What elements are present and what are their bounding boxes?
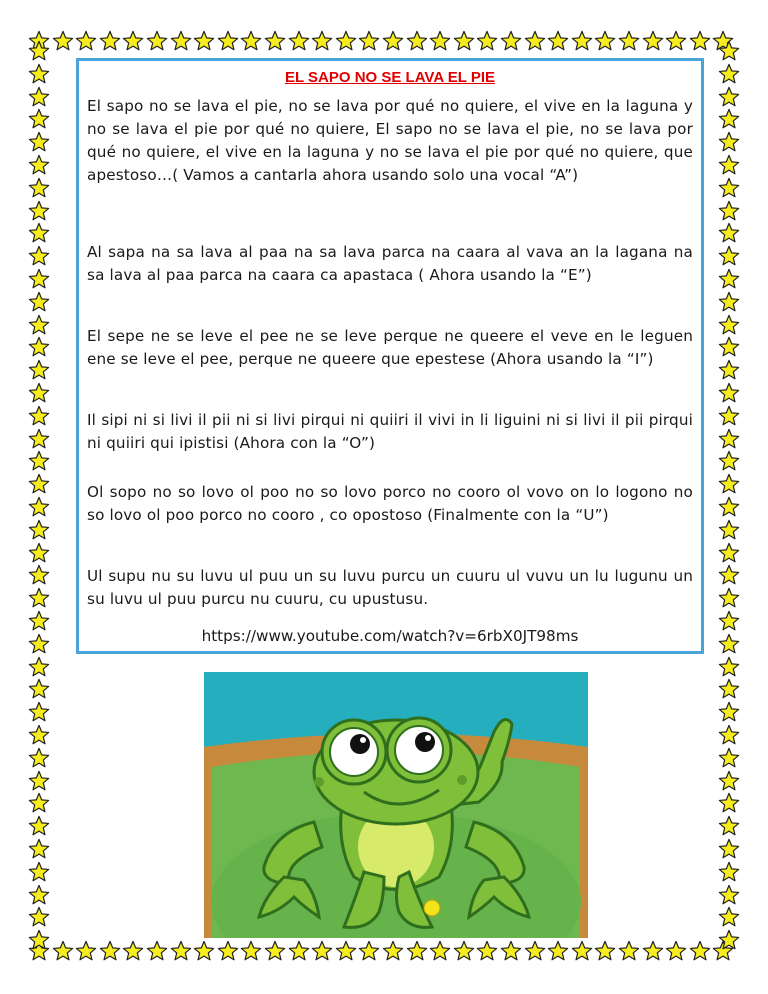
star-icon <box>718 587 740 609</box>
star-icon <box>718 861 740 883</box>
star-icon <box>28 382 50 404</box>
star-icon <box>500 30 522 52</box>
star-icon <box>382 940 404 962</box>
star-icon <box>453 30 475 52</box>
star-icon <box>718 542 740 564</box>
star-icon <box>217 30 239 52</box>
star-icon <box>28 473 50 495</box>
star-icon <box>547 30 569 52</box>
star-icon <box>547 940 569 962</box>
star-icon <box>718 656 740 678</box>
star-icon <box>500 940 522 962</box>
star-icon <box>28 770 50 792</box>
paragraph-vowel-i: Il sipi ni si livi il pii ni si livi pirqui ni quiiri il vivi in li liguini ni si livi il pii pirqui ni quiiri qui ipistisi (Ahora con la “O”) <box>87 411 693 452</box>
star-icon <box>28 724 50 746</box>
star-icon <box>718 884 740 906</box>
star-icon <box>718 86 740 108</box>
star-icon <box>718 838 740 860</box>
star-icon <box>718 701 740 723</box>
star-icon <box>28 519 50 541</box>
paragraph-vowel-a: Al sapa na sa lava al paa na sa lava parca na caara al vava an la lagana na sa lava al paa parca na caara ca apastaca ( Ahora usando la “E”) <box>87 243 693 284</box>
star-icon <box>28 884 50 906</box>
star-icon <box>571 30 593 52</box>
star-icon <box>122 30 144 52</box>
frog-illustration <box>204 672 588 938</box>
star-icon <box>718 200 740 222</box>
star-icon <box>718 314 740 336</box>
paragraph-vowel-e: El sepe ne se leve el pee ne se leve perque ne queere el veve en le leguen ene se leve el pee, perque ne queere que epestese (Ahora usando la “I”) <box>87 327 693 368</box>
paragraph-original: El sapo no se lava el pie, no se lava por qué no quiere, el vive en la laguna y no se lava el pie por qué no quiere, El sapo no se lava el pie, no se lava por qué no quiere, el vive en la laguna y no se lava el pie por qué no quiere, que apestoso…( Vamos a cantarla ahora usando solo una vocal “A”) <box>87 97 693 184</box>
star-icon <box>264 30 286 52</box>
star-icon <box>406 30 428 52</box>
star-icon <box>718 291 740 313</box>
video-link[interactable]: https://www.youtube.com/watch?v=6rbX0JT98ms <box>201 627 579 645</box>
star-icon <box>718 245 740 267</box>
star-border-right <box>718 40 742 960</box>
star-icon <box>665 30 687 52</box>
star-icon <box>718 428 740 450</box>
star-icon <box>170 30 192 52</box>
star-icon <box>594 940 616 962</box>
star-icon <box>718 382 740 404</box>
star-icon <box>28 838 50 860</box>
star-icon <box>718 40 740 62</box>
star-icon <box>28 222 50 244</box>
star-icon <box>571 940 593 962</box>
star-icon <box>240 940 262 962</box>
star-icon <box>718 929 740 951</box>
star-icon <box>28 359 50 381</box>
star-icon <box>718 405 740 427</box>
star-icon <box>718 222 740 244</box>
star-icon <box>28 542 50 564</box>
star-icon <box>718 792 740 814</box>
star-icon <box>718 177 740 199</box>
star-icon <box>665 940 687 962</box>
star-icon <box>358 30 380 52</box>
star-icon <box>264 940 286 962</box>
star-icon <box>28 177 50 199</box>
star-icon <box>28 291 50 313</box>
star-icon <box>99 940 121 962</box>
star-icon <box>28 314 50 336</box>
star-icon <box>28 405 50 427</box>
star-icon <box>28 428 50 450</box>
star-icon <box>311 30 333 52</box>
star-icon <box>28 40 50 62</box>
star-icon <box>718 154 740 176</box>
star-icon <box>28 450 50 472</box>
star-icon <box>718 610 740 632</box>
star-icon <box>75 30 97 52</box>
star-icon <box>75 940 97 962</box>
star-icon <box>718 131 740 153</box>
star-icon <box>28 268 50 290</box>
star-icon <box>524 940 546 962</box>
star-icon <box>358 940 380 962</box>
star-icon <box>28 131 50 153</box>
star-icon <box>146 30 168 52</box>
star-icon <box>28 792 50 814</box>
star-icon <box>28 564 50 586</box>
star-icon <box>335 940 357 962</box>
star-icon <box>99 30 121 52</box>
star-icon <box>28 86 50 108</box>
star-icon <box>28 336 50 358</box>
star-icon <box>146 940 168 962</box>
star-icon <box>217 940 239 962</box>
star-icon <box>28 861 50 883</box>
star-icon <box>28 587 50 609</box>
star-icon <box>718 724 740 746</box>
star-icon <box>718 63 740 85</box>
star-icon <box>240 30 262 52</box>
star-icon <box>288 940 310 962</box>
star-icon <box>52 30 74 52</box>
star-icon <box>28 154 50 176</box>
star-icon <box>28 63 50 85</box>
star-icon <box>122 940 144 962</box>
star-icon <box>28 929 50 951</box>
star-border-left <box>28 40 52 960</box>
star-icon <box>28 610 50 632</box>
star-icon <box>382 30 404 52</box>
star-border-bottom <box>28 940 740 964</box>
star-icon <box>28 108 50 130</box>
star-icon <box>618 30 640 52</box>
star-icon <box>718 473 740 495</box>
star-icon <box>28 245 50 267</box>
star-icon <box>335 30 357 52</box>
star-icon <box>52 940 74 962</box>
star-icon <box>28 678 50 700</box>
star-icon <box>718 815 740 837</box>
star-icon <box>311 940 333 962</box>
star-icon <box>718 519 740 541</box>
star-icon <box>718 633 740 655</box>
star-icon <box>642 30 664 52</box>
star-icon <box>193 940 215 962</box>
star-icon <box>476 30 498 52</box>
star-icon <box>28 633 50 655</box>
star-icon <box>28 656 50 678</box>
star-icon <box>453 940 475 962</box>
star-icon <box>642 940 664 962</box>
star-icon <box>718 450 740 472</box>
star-icon <box>28 200 50 222</box>
frog-icon <box>204 672 588 938</box>
star-icon <box>718 359 740 381</box>
star-icon <box>718 336 740 358</box>
document-title: EL SAPO NO SE LAVA EL PIE <box>284 69 496 86</box>
star-border-top <box>28 30 740 54</box>
star-icon <box>288 30 310 52</box>
paragraph-vowel-u: Ul supu nu su luvu ul puu un su luvu purcu un cuuru ul vuvu un lu lugunu un su luvu ul puu purcu nu cuuru, cu upustusu. <box>87 567 693 608</box>
star-icon <box>28 701 50 723</box>
star-icon <box>429 940 451 962</box>
star-icon <box>28 906 50 928</box>
star-icon <box>406 940 428 962</box>
star-icon <box>718 770 740 792</box>
star-icon <box>718 108 740 130</box>
star-icon <box>594 30 616 52</box>
star-icon <box>28 815 50 837</box>
paragraph-vowel-o: Ol sopo no so lovo ol poo no so lovo porco no cooro ol vovo on lo logono no so lovo ol poo porco no cooro , co opostoso (Finalmente con la “U”) <box>87 483 693 524</box>
star-icon <box>193 30 215 52</box>
star-icon <box>618 940 640 962</box>
star-icon <box>718 268 740 290</box>
star-icon <box>524 30 546 52</box>
song-text-box <box>76 58 704 654</box>
star-icon <box>28 496 50 518</box>
star-icon <box>28 747 50 769</box>
star-icon <box>718 678 740 700</box>
star-icon <box>718 906 740 928</box>
star-icon <box>718 496 740 518</box>
star-icon <box>476 940 498 962</box>
star-icon <box>170 940 192 962</box>
star-icon <box>718 564 740 586</box>
star-icon <box>689 940 711 962</box>
star-icon <box>429 30 451 52</box>
star-icon <box>689 30 711 52</box>
star-icon <box>718 747 740 769</box>
